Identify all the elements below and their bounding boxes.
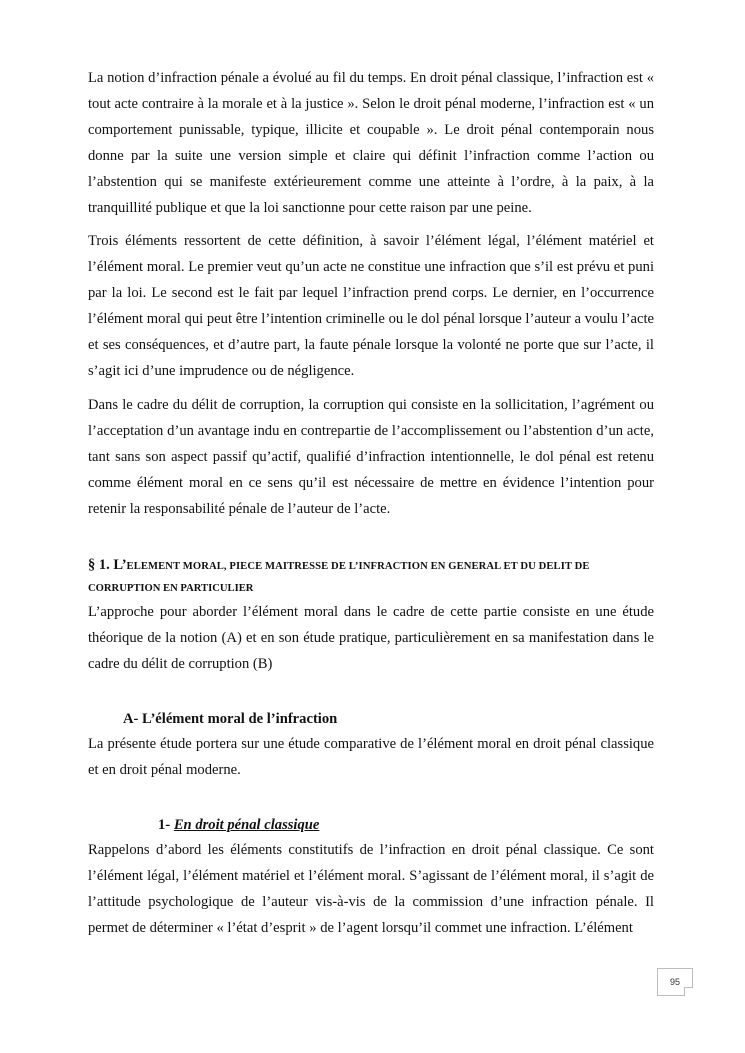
page-number: 95 bbox=[657, 968, 693, 996]
section-heading-prefix: § 1. L’ bbox=[88, 557, 127, 574]
document-body bbox=[88, 66, 654, 950]
paragraph-comparative-study: La présente étude portera sur une étude comparative de l’élément moral en droit pénal classique et en droit pénal moderne. bbox=[88, 736, 654, 779]
subheading-a: A- L’élément moral de l’infraction bbox=[123, 711, 338, 728]
subheading-1 bbox=[158, 812, 654, 838]
section-heading-line2: CORRUPTION EN PARTICULIER bbox=[88, 583, 254, 595]
paragraph-three-elements: Trois éléments ressortent de cette définition, à savoir l’élément légal, l’élément matériel et l’élément moral. Le premier veut qu’un acte ne constitue une infraction que s’il est prévu et puni par la loi. Le second est le fait par lequel l’infraction prend corps. Le dernier, en l’occurrence l’élément moral qui peut être l’intention criminelle ou le dol pénal lorsque l’auteur a voulu l’acte et ses conséquences, et d’autre part, la faute pénale lorsque la volonté ne porte que sur l’acte, il s’agit ici d’une imprudence ou de négligence. bbox=[88, 233, 654, 379]
paragraph-approach: L’approche pour aborder l’élément moral dans le cadre de cette partie consiste en une étude théorique de la notion (A) et en son étude pratique, particulièrement en sa manifestation dans le cadre du délit de corruption (B) bbox=[88, 604, 654, 673]
paragraph-infraction-notion: La notion d’infraction pénale a évolué au fil du temps. En droit pénal classique, l’infraction est « tout acte contraire à la morale et à la justice ». Selon le droit pénal moderne, l’infraction est « un comportement punissable, typique, illicite et coupable ». Le droit pénal contemporain nous donne par la suite une version simple et claire qui définit l’infraction comme l’action ou l’abstention qui se manifeste extérieurement comme une atteinte à l’ordre, à la paix, à la tranquillité publique et que la loi sanctionne pour cette raison par une peine. bbox=[88, 70, 654, 216]
subheading-1-number: 1- bbox=[158, 816, 171, 833]
section-heading-line1: ELEMENT MORAL, PIECE MAITRESSE DE L’INFRACTION EN GENERAL ET DU DELIT DE bbox=[126, 561, 590, 573]
subheading-1-text: En droit pénal classique bbox=[173, 816, 320, 833]
paragraph-classical-law: Rappelons d’abord les éléments constitutifs de l’infraction en droit pénal classique. Ce sont l’élément légal, l’élément matériel et l’élément moral. S’agissant de l’élément moral, il s’agit de l’attitude psychologique de l’auteur vis-à-vis de la commission d’une infraction pénale. Il permet de déterminer « l’état d’esprit » de l’agent lorsqu’il commet une infraction. L’élément bbox=[88, 841, 654, 936]
section-heading bbox=[88, 552, 654, 600]
paragraph-corruption-offense: Dans le cadre du délit de corruption, la corruption qui consiste en la sollicitation, l’agrément ou l’acceptation d’un avantage indu en contrepartie de l’accomplissement ou l’abstention d’un acte, tant sans son aspect passif qu’actif, qualifié d’infraction intentionnelle, le dol pénal est retenu comme élément moral en ce sens qu’il est nécessaire de mettre en évidence l’intention pour retenir la responsabilité pénale de l’auteur de l’acte. bbox=[88, 396, 654, 517]
